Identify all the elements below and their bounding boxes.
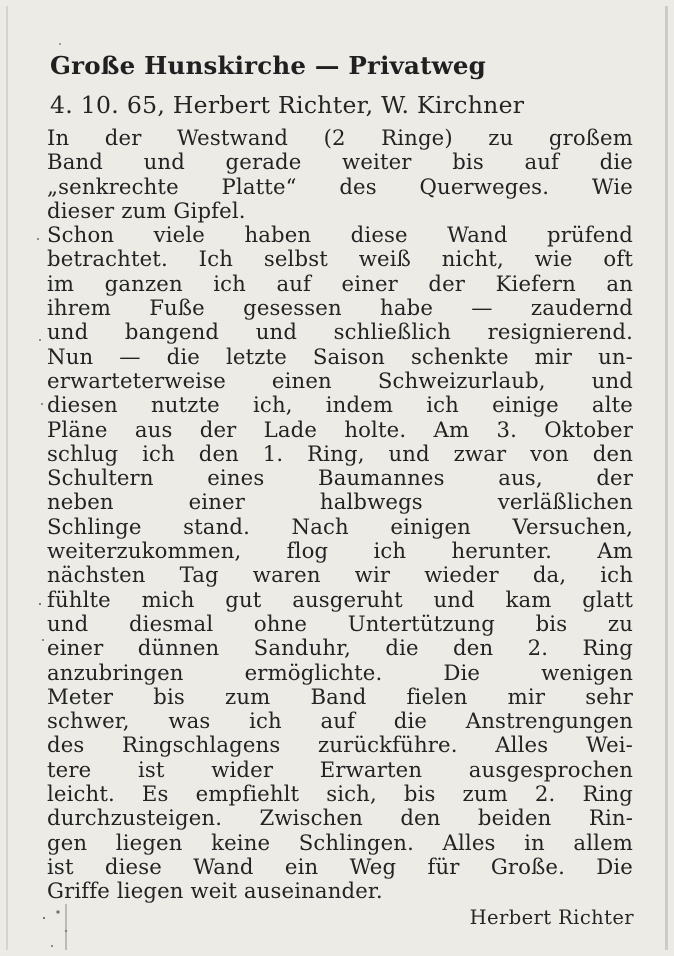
body-line: Meter bis zum Band fielen mir sehr xyxy=(47,683,633,709)
body-line: schlug ich den 1. Ring, und zwar von den xyxy=(47,440,633,466)
body-line: neben einer halbwegs verläßlichen xyxy=(47,489,633,515)
body-line: Schon viele haben diese Wand prüfend xyxy=(47,222,633,248)
body-line: nächsten Tag waren wir wieder da, ich xyxy=(47,562,633,588)
body-line: „senkrechte Platte“ des Querweges. Wie xyxy=(47,173,633,199)
body-line: ihrem Fuße gesessen habe — zaudernd xyxy=(47,295,633,321)
article-signature: Herbert Richter xyxy=(469,906,634,929)
body-line: In der Westwand (2 Ringe) zu großem xyxy=(47,125,633,150)
body-line: Nun — die letzte Saison schenkte mir un- xyxy=(47,343,633,369)
body-line: weiterzukommen, flog ich herunter. Am xyxy=(47,538,633,564)
body-line: und diesmal ohne Untertützung bis zu xyxy=(47,610,633,636)
body-line: dieser zum Gipfel. xyxy=(47,197,246,223)
body-line: gen liegen keine Schlingen. Alles in allem xyxy=(47,829,633,855)
body-line: Band und gerade weiter bis auf die xyxy=(47,149,633,175)
article-body xyxy=(47,126,633,904)
body-line: des Ringschlagens zurückführe. Alles Wei- xyxy=(47,732,633,758)
body-line: tere ist wider Erwarten ausgesprochen xyxy=(47,756,633,782)
body-line: anzubringen ermöglichte. Die wenigen xyxy=(47,659,633,685)
body-line: erwarteterweise einen Schweizurlaub, und xyxy=(47,367,633,393)
body-line: Schlinge stand. Nach einigen Versuchen, xyxy=(47,513,633,539)
body-line: diesen nutzte ich, indem ich einige alte xyxy=(47,392,633,418)
newspaper-clipping xyxy=(47,50,633,904)
body-line: durchzusteigen. Zwischen den beiden Rin- xyxy=(47,805,633,831)
article-byline: 4. 10. 65, Herbert Richter, W. Kirchner xyxy=(50,91,525,119)
body-line: schwer, was ich auf die Anstrengungen xyxy=(47,708,633,734)
body-line: leicht. Es empfiehlt sich, bis zum 2. Ring xyxy=(47,781,633,807)
body-line: im ganzen ich auf einer der Kiefern an xyxy=(47,270,633,296)
body-line: Griffe liegen weit auseinander. xyxy=(47,878,383,904)
body-line: einer dünnen Sanduhr, die den 2. Ring xyxy=(47,635,633,661)
body-line: fühlte mich gut ausgeruht und kam glatt xyxy=(47,586,633,612)
body-line: und bangend und schließlich resignierend. xyxy=(47,319,633,345)
body-line: betrachtet. Ich selbst weiß nicht, wie oft xyxy=(47,246,633,272)
body-line: Pläne aus der Lade holte. Am 3. Oktober xyxy=(47,416,633,442)
body-line: Schultern eines Baumannes aus, der xyxy=(47,465,633,491)
article-title: Große Hunskirche — Privatweg xyxy=(50,51,487,80)
body-line: ist diese Wand ein Weg für Große. Die xyxy=(47,853,633,879)
